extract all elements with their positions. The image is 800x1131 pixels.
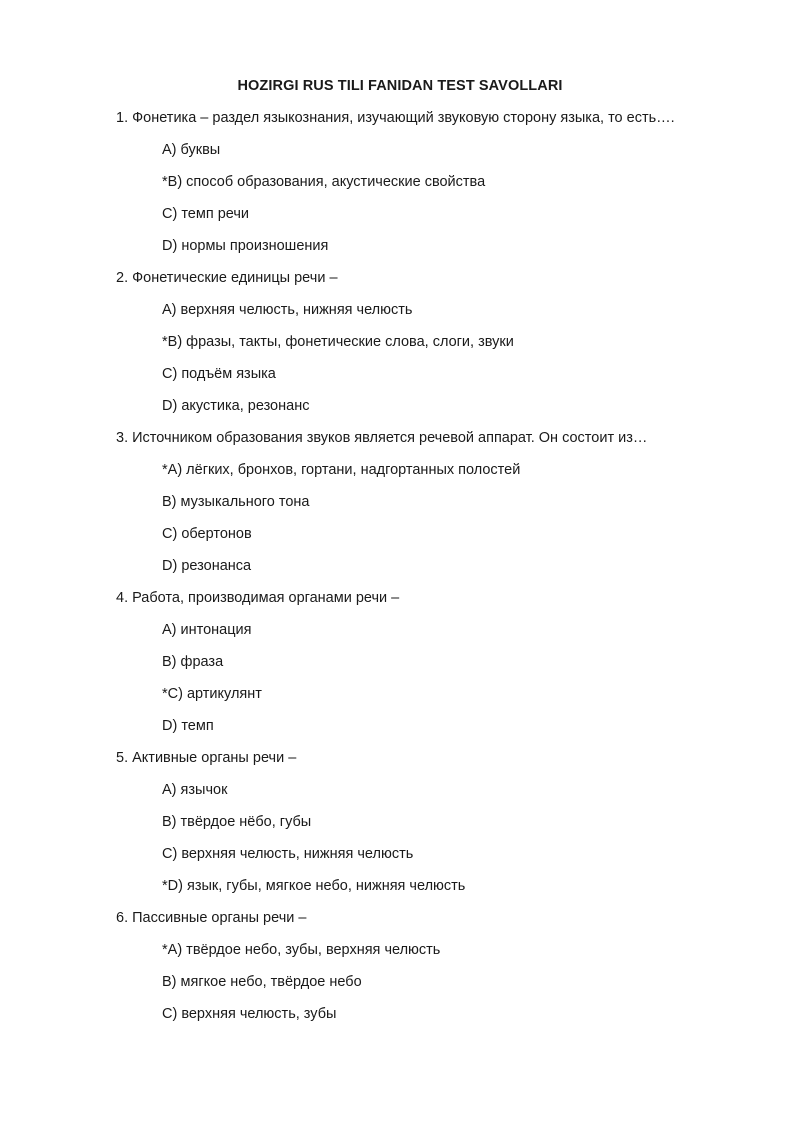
question-5: 5. Активные органы речи – bbox=[116, 750, 297, 766]
question-2: 2. Фонетические единицы речи – bbox=[116, 270, 338, 286]
question-4: 4. Работа, производимая органами речи – bbox=[116, 590, 400, 606]
question-6-option-b: B) мягкое небо, твёрдое небо bbox=[162, 974, 362, 990]
question-4-option-d: D) темп bbox=[162, 718, 214, 734]
questions-list bbox=[0, 106, 800, 1034]
question-4-option-a: A) интонация bbox=[162, 622, 252, 638]
question-1-option-d: D) нормы произношения bbox=[162, 238, 329, 254]
question-6-option-c: C) верхняя челюсть, зубы bbox=[162, 1006, 337, 1022]
question-2-option-d: D) акустика, резонанс bbox=[162, 398, 310, 414]
question-3-option-c: C) обертонов bbox=[162, 526, 252, 542]
question-1-option-c: C) темп речи bbox=[162, 206, 250, 222]
question-5-option-c: C) верхняя челюсть, нижняя челюсть bbox=[162, 846, 414, 862]
question-1-option-a: A) буквы bbox=[162, 142, 221, 158]
question-5-option-d: *D) язык, губы, мягкое небо, нижняя челюсть bbox=[162, 878, 466, 894]
question-2-option-c: C) подъём языка bbox=[162, 366, 276, 382]
question-2-option-b: *B) фразы, такты, фонетические слова, слоги, звуки bbox=[162, 334, 514, 350]
question-6: 6. Пассивные органы речи – bbox=[116, 910, 307, 926]
question-3-option-a: *A) лёгких, бронхов, гортани, надгортанных полостей bbox=[162, 462, 521, 478]
question-6-option-a: *A) твёрдое небо, зубы, верхняя челюсть bbox=[162, 942, 441, 958]
question-1-option-b: *B) способ образования, акустические свойства bbox=[162, 174, 486, 190]
question-3: 3. Источником образования звуков является речевой аппарат. Он состоит из… bbox=[116, 430, 648, 446]
question-2-option-a: A) верхняя челюсть, нижняя челюсть bbox=[162, 302, 413, 318]
document-title: HOZIRGI RUS TILI FANIDAN TEST SAVOLLARI bbox=[237, 78, 563, 94]
question-3-option-d: D) резонанса bbox=[162, 558, 252, 574]
question-5-option-b: B) твёрдое нёбо, губы bbox=[162, 814, 312, 830]
question-1: 1. Фонетика – раздел языкознания, изучающий звуковую сторону языка, то есть…. bbox=[116, 110, 675, 126]
question-4-option-b: B) фраза bbox=[162, 654, 224, 670]
question-4-option-c: *C) артикулянт bbox=[162, 686, 262, 702]
question-3-option-b: B) музыкального тона bbox=[162, 494, 310, 510]
question-5-option-a: A) язычок bbox=[162, 782, 228, 798]
